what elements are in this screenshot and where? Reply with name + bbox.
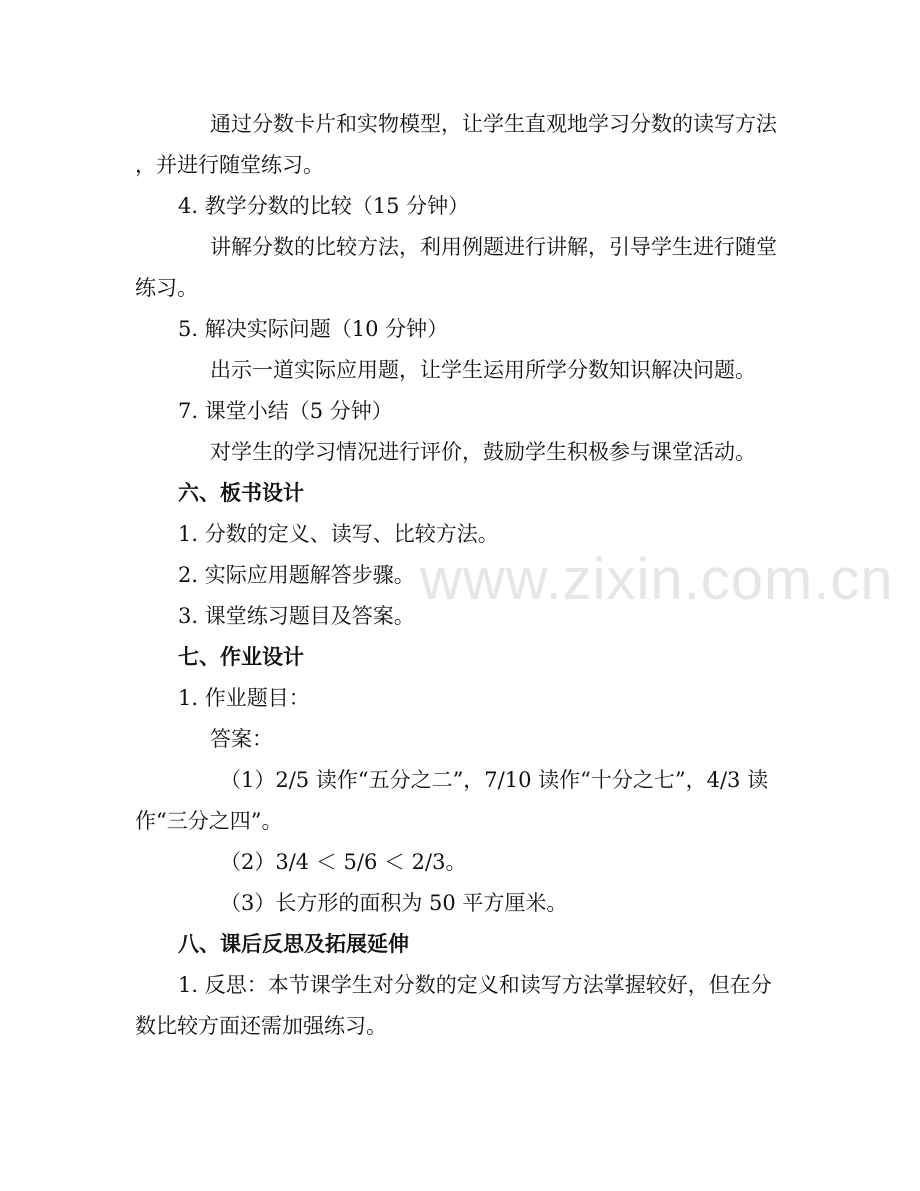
paragraph-line: ，并进行随堂练习。: [135, 153, 324, 177]
paragraph-line: 数比较方面还需加强练习。: [135, 1014, 387, 1038]
list-item: 7. 课堂小结（5 分钟）: [178, 399, 393, 423]
section-heading: 七、作业设计: [178, 645, 304, 669]
list-item: 2. 实际应用题解答步骤。: [178, 563, 415, 587]
list-item: 3. 课堂练习题目及答案。: [178, 604, 415, 628]
paragraph-line: 讲解分数的比较方法，利用例题进行讲解，引导学生进行随堂: [210, 235, 777, 259]
paragraph-line: 出示一道实际应用题，让学生运用所学分数知识解决问题。: [210, 358, 756, 382]
list-item: 1. 反思：本节课学生对分数的定义和读写方法掌握较好，但在分: [178, 973, 772, 997]
paragraph-line: （3）长方形的面积为 50 平方厘米。: [220, 891, 568, 915]
paragraph-line: 对学生的学习情况进行评价，鼓励学生积极参与课堂活动。: [210, 440, 756, 464]
list-item: 1. 分数的定义、读写、比较方法。: [178, 522, 499, 546]
paragraph-line: 作“三分之四”。: [135, 809, 283, 833]
section-heading: 六、板书设计: [178, 481, 304, 505]
paragraph-line: 练习。: [135, 276, 198, 300]
paragraph-line: 通过分数卡片和实物模型，让学生直观地学习分数的读写方法: [210, 112, 777, 136]
list-item: 4. 教学分数的比较（15 分钟）: [178, 194, 470, 218]
section-heading: 八、课后反思及拓展延伸: [178, 932, 409, 956]
paragraph-line: （2）3/4 ＜ 5/6 ＜ 2/3。: [220, 850, 467, 874]
paragraph-line: 答案：: [210, 727, 273, 751]
watermark: www.zixin.com.cn: [420, 547, 894, 612]
list-item: 1. 作业题目：: [178, 686, 310, 710]
paragraph-line: （1）2/5 读作“五分之二”，7/10 读作“十分之七”，4/3 读: [220, 768, 769, 792]
list-item: 5. 解决实际问题（10 分钟）: [178, 317, 449, 341]
